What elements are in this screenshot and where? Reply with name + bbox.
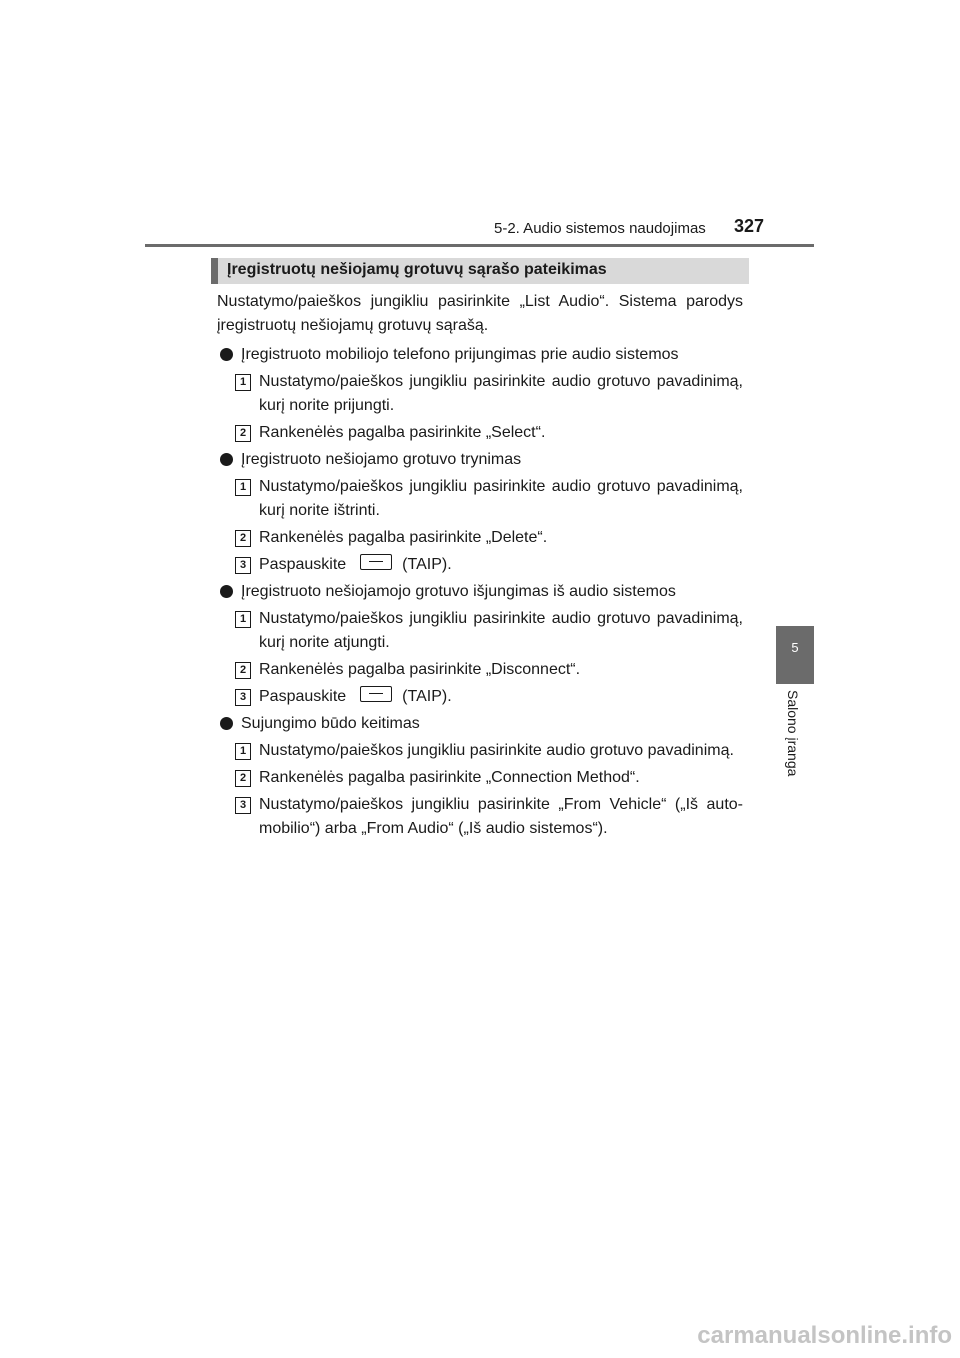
- procedure-step: [219, 685, 743, 709]
- procedure-step: [219, 739, 743, 763]
- step-text: Rankenėlės pagalba pasirinkite „Delete“.: [259, 529, 548, 546]
- chapter-tab: [776, 626, 814, 684]
- banner-accent: [211, 258, 218, 284]
- step-number: 3: [235, 557, 251, 574]
- step-number: 1: [235, 479, 251, 496]
- page-content: [219, 290, 743, 844]
- procedure-heading-text: Įregistruoto nešiojamo grotuvo trynimas: [241, 451, 522, 468]
- step-number: 1: [235, 611, 251, 628]
- procedure-step: [219, 421, 743, 445]
- step-text: Nustatymo/paieškos jungikliu pasirinkite „From Vehicle“ („Iš automobilio“) arba „From Audio“ („Iš audio sistemos“).: [259, 796, 743, 837]
- procedure-step: [219, 766, 743, 790]
- section-title: Įregistruotų nešiojamų grotuvų sąrašo pateikimas: [227, 261, 607, 278]
- procedure-step: [219, 658, 743, 682]
- intro-paragraph: Nustatymo/paieškos jungikliu pasirinkite „List Audio“. Sistema parodys įregistruotų nešiojamų grotuvų sąrašą.: [217, 293, 743, 334]
- yes-button-icon: [360, 686, 392, 702]
- watermark: carmanualsonline.info: [697, 1322, 952, 1349]
- procedure-step: [219, 370, 743, 418]
- step-text: Rankenėlės pagalba pasirinkite „Select“.: [259, 424, 546, 441]
- section-banner: [211, 258, 749, 284]
- bullet-icon: [220, 348, 233, 361]
- chapter-number: 5: [791, 640, 799, 655]
- step-text: (TAIP).: [402, 556, 452, 573]
- header-divider: [145, 244, 814, 247]
- step-number: 2: [235, 425, 251, 442]
- chapter-title: Salono įranga: [785, 690, 801, 777]
- header-section-title: 5-2. Audio sistemos naudojimas: [494, 220, 706, 237]
- step-text: (TAIP).: [402, 688, 452, 705]
- yes-button-icon: [360, 554, 392, 570]
- procedure-step: [219, 526, 743, 550]
- step-text: Nustatymo/paieškos jungikliu pasirinkite audio grotuvo pavadinimą, kurį norite atjungti.: [259, 610, 743, 651]
- procedure-step: [219, 475, 743, 523]
- procedure-heading-text: Sujungimo būdo keitimas: [241, 715, 420, 732]
- procedure-heading-text: Įregistruoto nešiojamojo grotuvo išjungimas iš audio sistemos: [241, 583, 676, 600]
- procedure-heading: [219, 343, 743, 367]
- step-number: 2: [235, 530, 251, 547]
- step-number: 3: [235, 797, 251, 814]
- step-number: 3: [235, 689, 251, 706]
- step-text: Nustatymo/paieškos jungikliu pasirinkite audio grotuvo pavadinimą.: [259, 742, 734, 759]
- procedure-step: [219, 553, 743, 577]
- step-number: 1: [235, 743, 251, 760]
- procedure-heading: [219, 712, 743, 736]
- step-number: 2: [235, 770, 251, 787]
- step-text: Paspauskite: [259, 688, 347, 705]
- procedure-heading: [219, 580, 743, 604]
- step-text: Rankenėlės pagalba pasirinkite „Disconnect“.: [259, 661, 581, 678]
- bullet-icon: [220, 453, 233, 466]
- procedure-step: [219, 607, 743, 655]
- step-text: Rankenėlės pagalba pasirinkite „Connection Method“.: [259, 769, 640, 786]
- step-text: Nustatymo/paieškos jungikliu pasirinkite audio grotuvo pavadinimą, kurį norite prijungti.: [259, 373, 743, 414]
- procedure-step: [219, 793, 743, 841]
- step-number: 1: [235, 374, 251, 391]
- step-text: Paspauskite: [259, 556, 347, 573]
- procedure-heading: [219, 448, 743, 472]
- bullet-icon: [220, 585, 233, 598]
- step-text: Nustatymo/paieškos jungikliu pasirinkite audio grotuvo pavadinimą, kurį norite ištrinti.: [259, 478, 743, 519]
- page-number: 327: [734, 216, 765, 236]
- bullet-icon: [220, 717, 233, 730]
- step-number: 2: [235, 662, 251, 679]
- procedure-heading-text: Įregistruoto mobiliojo telefono prijungimas prie audio sistemos: [241, 346, 679, 363]
